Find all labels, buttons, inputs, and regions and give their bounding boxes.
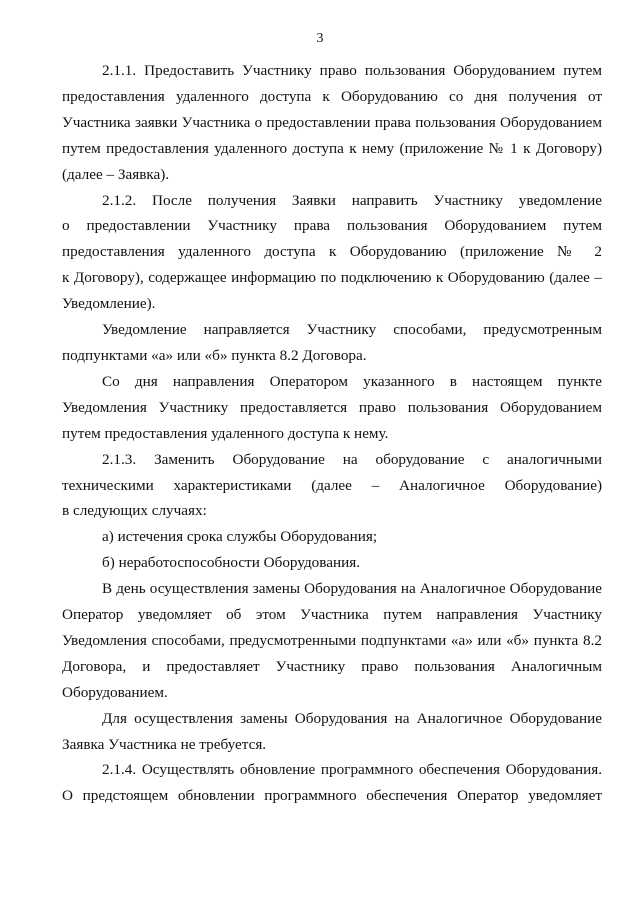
paragraph-2-1-2 bbox=[62, 188, 602, 318]
text-line: Заявка Участника не требуется. bbox=[62, 735, 267, 753]
text-line: В день осуществления замены Оборудования на Аналогичное Оборудование bbox=[102, 580, 602, 598]
document-body bbox=[62, 58, 602, 809]
text-line: Уведомления способами, предусмотренными подпунктами «а» или «б» пункта 8.2 bbox=[62, 631, 602, 649]
text-line: Оборудованием. bbox=[62, 683, 168, 701]
text-line: о предоставлении Участнику права пользования Оборудованием путем bbox=[62, 217, 602, 235]
list-item-b bbox=[62, 550, 602, 576]
paragraph-access-from-notification bbox=[62, 369, 602, 447]
text-line: в следующих случаях: bbox=[62, 502, 207, 520]
text-line: предоставления удаленного доступа к Оборудованию со дня получения от bbox=[62, 87, 602, 105]
text-line: Оператор уведомляет об этом Участника путем направления Участнику bbox=[62, 606, 602, 624]
paragraph-2-1-3 bbox=[62, 447, 602, 525]
text-line: подпунктами «а» или «б» пункта 8.2 Договора. bbox=[62, 346, 367, 364]
text-line: техническими характеристиками (далее – Аналогичное Оборудование) bbox=[62, 476, 602, 494]
text-line: б) неработоспособности Оборудования. bbox=[102, 554, 361, 572]
text-line: Со дня направления Оператором указанного в настоящем пункте bbox=[102, 372, 602, 390]
text-line: О предстоящем обновлении программного обеспечения Оператор уведомляет bbox=[62, 787, 602, 805]
page-number: 3 bbox=[316, 31, 324, 46]
paragraph-notification-methods bbox=[62, 317, 602, 369]
text-line: путем предоставления удаленного доступа к нему. bbox=[62, 424, 389, 442]
text-line: путем предоставления удаленного доступа к нему (приложение № 1 к Договору) bbox=[62, 139, 602, 157]
text-line: Уведомление). bbox=[62, 295, 156, 313]
paragraph-2-1-4 bbox=[62, 757, 602, 809]
paragraph-2-1-1 bbox=[62, 58, 602, 188]
text-line: Уведомление направляется Участнику способами, предусмотренным bbox=[102, 321, 602, 339]
text-line: (далее – Заявка). bbox=[62, 165, 170, 183]
text-line: 2.1.1. Предоставить Участнику право пользования Оборудованием путем bbox=[102, 62, 602, 79]
text-line: а) истечения срока службы Оборудования; bbox=[102, 528, 378, 546]
text-line: 2.1.3. Заменить Оборудование на оборудование с аналогичными bbox=[102, 450, 602, 468]
text-line: к Договору), содержащее информацию по подключению к Оборудованию (далее – bbox=[62, 269, 602, 287]
text-line: 2.1.4. Осуществлять обновление программного обеспечения Оборудования. bbox=[102, 761, 602, 779]
paragraph-replacement-day bbox=[62, 576, 602, 706]
text-line: Для осуществления замены Оборудования на Аналогичное Оборудование bbox=[102, 709, 602, 727]
text-line: 2.1.2. После получения Заявки направить Участнику уведомление bbox=[102, 191, 602, 209]
text-line: предоставления удаленного доступа к Оборудованию (приложение № 2 bbox=[62, 243, 602, 261]
list-item-a bbox=[62, 524, 602, 550]
text-line: Уведомления Участнику предоставляется право пользования Оборудованием bbox=[62, 398, 602, 416]
text-line: Договора, и предоставляет Участнику право пользования Аналогичным bbox=[62, 657, 602, 675]
paragraph-no-request-needed bbox=[62, 706, 602, 758]
text-line: Участника заявки Участника о предоставлении права пользования Оборудованием bbox=[62, 113, 602, 131]
